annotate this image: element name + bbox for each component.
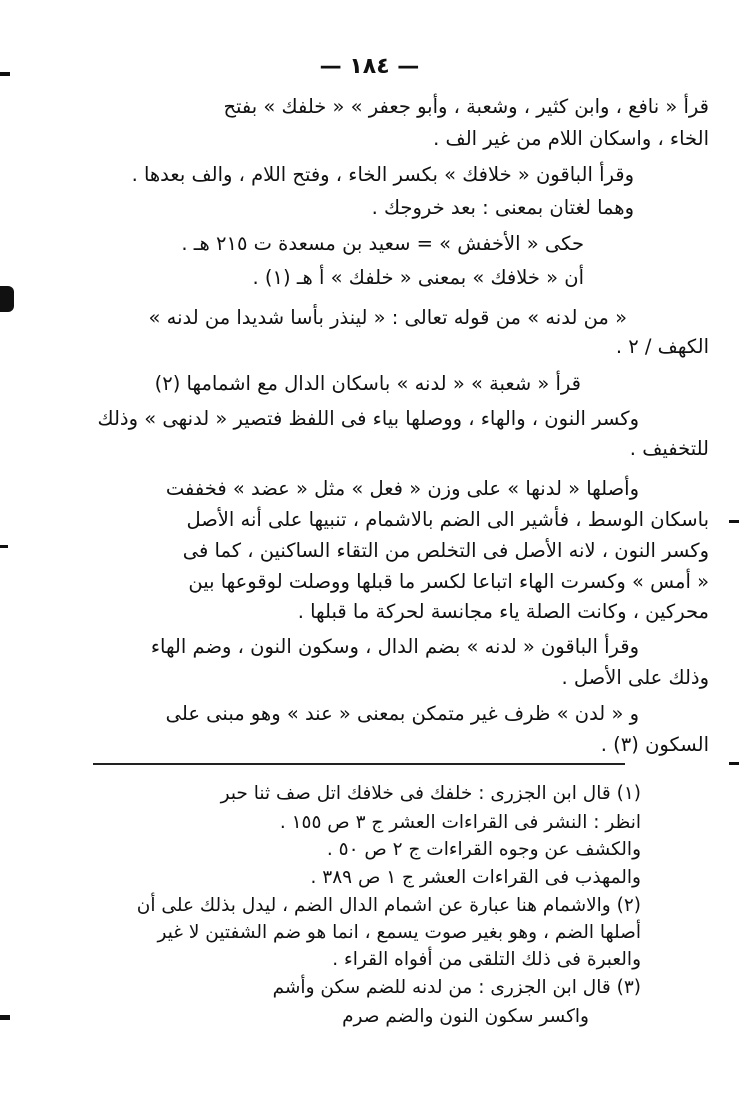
footnote-line-text: (١) قال ابن الجزرى : خلفك فى خلافك اتل صف ثنا حبر — [220, 783, 641, 804]
body-line-text: قرأ « نافع ، وابن كثير ، وشعبة ، وأبو جعفر » « خلفك » بفتح — [223, 95, 709, 118]
footnote-line-text: (٢) والاشمام هنا عبارة عن اشمام الدال الضم ، ليدل بذلك على أن — [136, 895, 641, 916]
body-line-text: الخاء ، واسكان اللام من غير الف . — [433, 127, 709, 150]
body-line-text: السكون (٣) . — [600, 733, 709, 756]
body-line-text: وهما لغتان بمعنى : بعد خروجك . — [371, 196, 634, 219]
footnote-line-text: والمهذب فى القراءات العشر ج ١ ص ٣٨٩ . — [310, 867, 641, 888]
body-line-text: وقرأ الباقون « خلافك » بكسر الخاء ، وفتح اللام ، والف بعدها . — [131, 163, 634, 186]
footnote-divider — [93, 763, 625, 765]
scan-mark — [0, 72, 10, 76]
body-line-text: وقرأ الباقون « لدنه » بضم الدال ، وسكون النون ، وضم الهاء — [150, 635, 639, 658]
footnote-line-text: أصلها الضم ، وهو بغير صوت يسمع ، انما هو ضم الشفتين لا غير — [157, 922, 641, 943]
body-line-text: أن « خلافك » بمعنى « خلفك » أ هـ (١) . — [252, 266, 584, 289]
body-line-text: للتخفيف . — [629, 437, 709, 460]
body-line-text: « أمس » وكسرت الهاء اتباعا لكسر ما قبلها ووصلت لوقوعها بين — [188, 570, 709, 593]
body-line-text: الكهف / ٢ . — [615, 335, 709, 358]
footnote-line-text: (٣) قال ابن الجزرى : من لدنه للضم سكن وأشم — [272, 977, 641, 998]
body-line-text: قرأ « شعبة » « لدنه » باسكان الدال مع اشمامها (٢) — [154, 372, 581, 395]
body-line-text: باسكان الوسط ، فأشير الى الضم بالاشمام ، تنبيها على أنه الأصل — [186, 508, 709, 531]
body-line-text: محركين ، وكانت الصلة ياء مجانسة لحركة ما قبلها . — [297, 600, 709, 623]
body-line-text: « من لدنه » من قوله تعالى : « لينذر بأسا شديدا من لدنه » — [148, 306, 627, 329]
body-line-text: حكى « الأخفش » = سعيد بن مسعدة ت ٢١٥ هـ . — [181, 232, 584, 255]
body-line-text: و « لدن » ظرف غير متمكن بمعنى « عند » وهو مبنى على — [165, 702, 639, 725]
footnote-line-text: انظر : النشر فى القراءات العشر ج ٣ ص ١٥٥ . — [279, 812, 641, 833]
body-line-text: وكسر النون ، والهاء ، ووصلها بياء فى اللفظ فتصير « لدنهى » وذلك — [97, 407, 639, 430]
scan-mark — [0, 286, 14, 312]
scan-mark — [729, 762, 739, 765]
page-number: — ١٨٤ — — [319, 54, 420, 79]
footnote-line-text: والكشف عن وجوه القراءات ج ٢ ص ٥٠ . — [326, 839, 641, 860]
footnote-line-text: والعبرة فى ذلك التلقى من أفواه القراء . — [332, 949, 641, 970]
scan-mark — [0, 545, 8, 548]
scan-mark — [729, 520, 739, 523]
scan-mark — [0, 1015, 10, 1020]
body-line-text: وكسر النون ، لانه الأصل فى التخلص من التقاء الساكنين ، كما فى — [182, 539, 709, 562]
footnote-line-text: واكسر سكون النون والضم صرم — [342, 1006, 589, 1027]
body-line-text: وأصلها « لدنها » على وزن « فعل » مثل « عضد » فخففت — [165, 477, 639, 500]
body-line-text: وذلك على الأصل . — [561, 666, 709, 689]
